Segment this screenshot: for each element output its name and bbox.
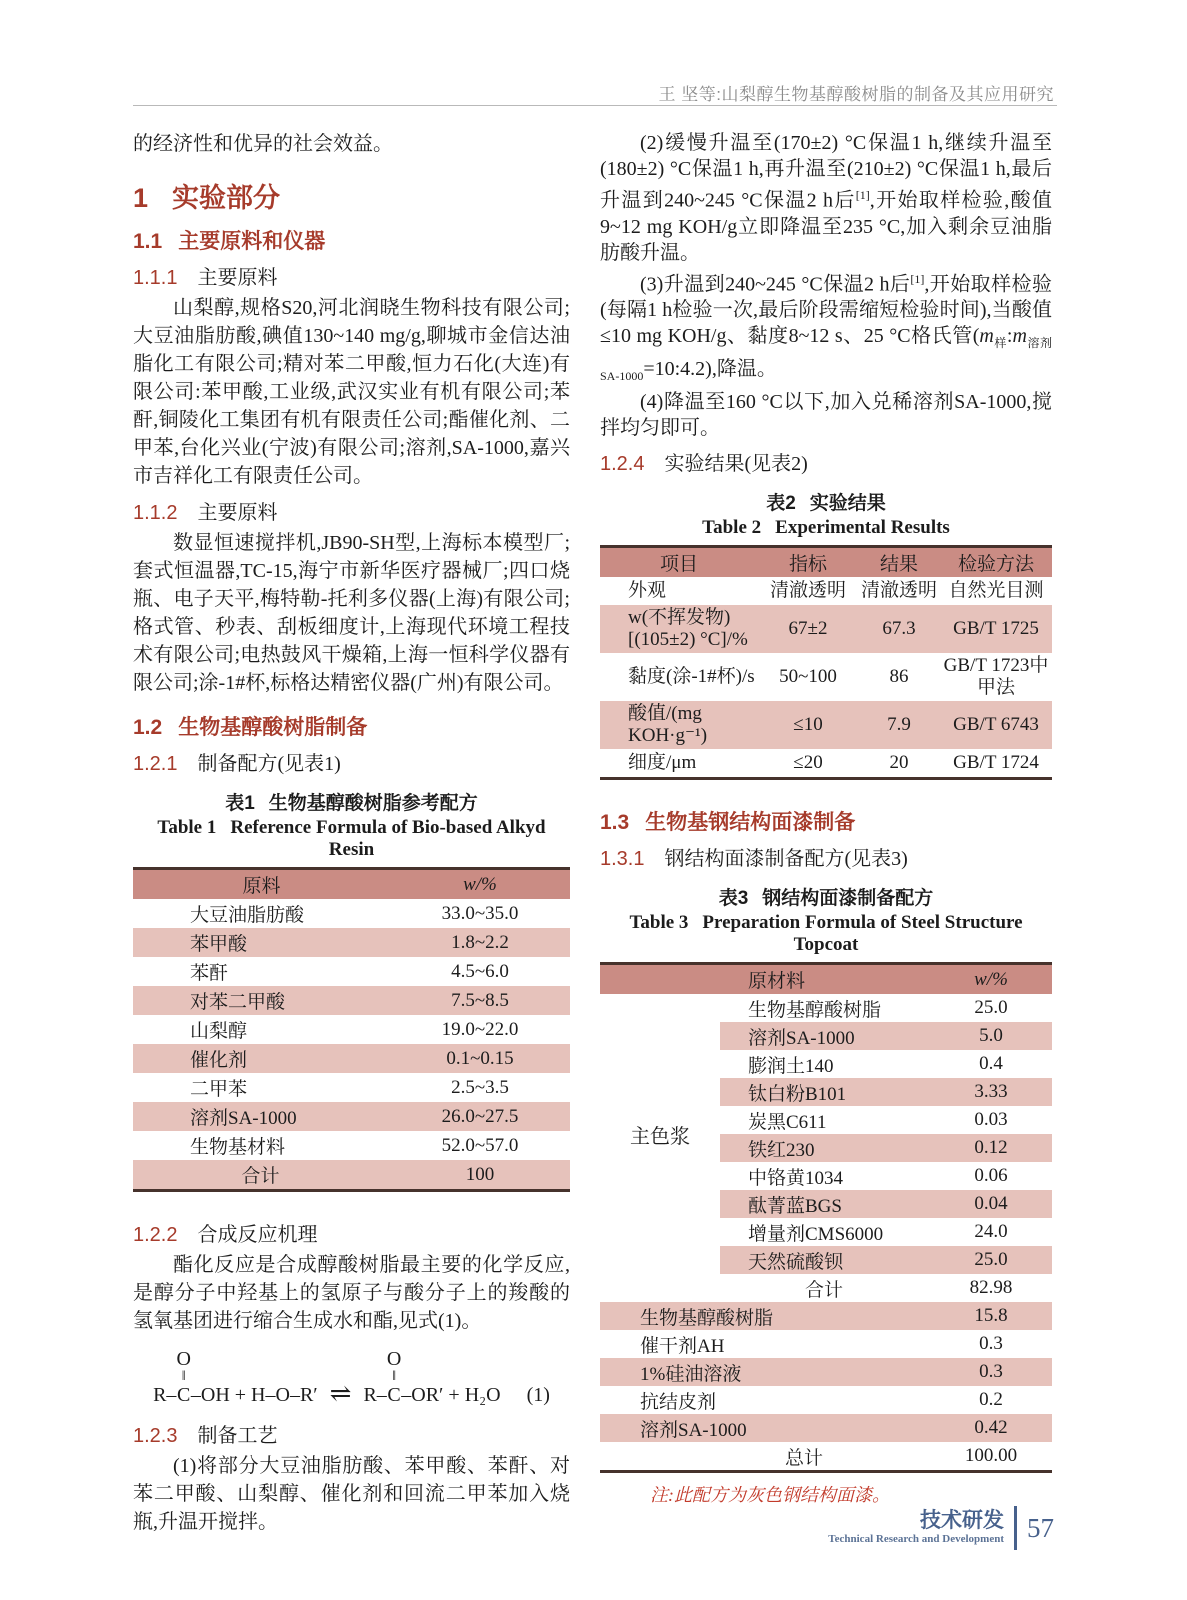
table-row: 钛白粉B101 3.33 <box>600 1078 1052 1106</box>
table3-caption-cn: 表3 钢结构面漆制备配方 <box>718 888 934 910</box>
table3-topcoat-formula <box>600 962 1052 1473</box>
table1-reference-formula <box>133 867 570 1192</box>
table-row: 二甲苯 2.5~3.5 <box>190 1076 509 1100</box>
process-step-2-paragraph: (2)缓慢升温至(170±2) °C保温1 h,继续升温至(180±2) °C保温1 h,再升温至(210±2) °C保温1 h,最后升温到240~245 °C保温2 h后[1],开始取样检验,酸值9~12 mg KOH/g立即降温至235 °C,加入剩余豆油脂肪酸升温。 <box>600 132 1052 264</box>
table3-subtotal-row: 合计 82.98 <box>805 1277 1013 1301</box>
equation-rhs-rest: –OR′ + H₂O <box>401 1384 501 1406</box>
section-1-1-heading: 1.1 主要原料和仪器 <box>133 230 326 253</box>
table-row: 溶剂SA-1000 5.0 <box>600 1022 1052 1050</box>
table1-total-row: 合计 100 <box>133 1160 570 1191</box>
equation-lhs-rest: –OH + H–O–R′ <box>190 1384 318 1406</box>
process-step-3-paragraph: (3)升温到240~245 °C保温2 h后[1],开始取样检验(每隔1 h检验一次,最后阶段需缩短检验时间),当酸值≤10 mg KOH/g、黏度8~12 s、25 °C格氏管$(m_样:m_{溶剂SA-1000}=10:4.2)$,降温。 <box>600 271 1052 384</box>
table3-note: 注:此配方为灰色钢结构面漆。 <box>650 1485 890 1506</box>
section-1-2-1-heading: 1.2.1 制备配方(见表1) <box>133 753 341 775</box>
table-row: 黏度(涂-1#杯)/s 50~100 86 GB/T 1723中甲法 <box>628 655 1049 699</box>
footer-section-cn: 技术研发 <box>920 1509 1004 1532</box>
table-row: 催干剂AH 0.3 <box>640 1333 1003 1357</box>
citation-1: [1] <box>855 188 870 202</box>
table-row: 主色浆 生物基醇酸树脂 25.0 <box>600 994 1052 1022</box>
table3-header-row: 原材料 w/% <box>600 964 1052 995</box>
table-row: 生物基材料 52.0~57.0 <box>190 1134 519 1158</box>
table-row: 外观 清澈透明 清澈透明 自然光目测 <box>628 580 1044 602</box>
table-row: 酞菁蓝BGS 0.04 <box>600 1190 1052 1218</box>
table1-header-material: 原料 <box>133 869 390 900</box>
table-row: 1%硅油溶液 0.3 <box>600 1358 1052 1386</box>
citation-1: [1] <box>910 271 925 286</box>
intro-paragraph: 的经济性和优异的社会效益。 <box>133 133 393 155</box>
section-1-heading: 1 实验部分 <box>133 183 281 213</box>
table-row: 天然硫酸钡 25.0 <box>600 1246 1052 1274</box>
section-1-2-heading: 1.2 生物基醇酸树脂制备 <box>133 716 368 739</box>
table-row: 增量剂CMS6000 24.0 <box>748 1221 1008 1245</box>
section-1-2-2-heading: 1.2.2 合成反应机理 <box>133 1224 318 1246</box>
main-paste-group-label: 主色浆 <box>600 994 720 1274</box>
running-head: 王 坚等:山梨醇生物基醇酸树脂的制备及其应用研究 <box>658 85 1054 104</box>
header-rule <box>133 105 1057 106</box>
process-step-4-paragraph: (4)降温至160 °C以下,加入兑稀溶剂SA-1000,搅拌均匀即可。 <box>600 391 1052 440</box>
section-1-2-3-heading: 1.2.3 制备工艺 <box>133 1425 278 1447</box>
table-row: 细度/μm ≤20 20 GB/T 1724 <box>628 752 1039 774</box>
table-row: 酸值/(mg KOH·g⁻¹) ≤10 7.9 GB/T 6743 <box>600 701 1052 749</box>
table-row: 生物基醇酸树脂 15.8 <box>600 1302 1052 1330</box>
instruments-paragraph: 数显恒速搅拌机,JB90-SH型,上海标本模型厂;套式恒温器,TC-15,海宁市新华医疗器械厂;四口烧瓶、电子天平,梅特勒-托利多仪器(上海)有限公司;格式管、秒表、刮板细度计,上海现代环境工程技术有限公司;电热鼓风干燥箱,上海一恒科学仪器有限公司;涂-1#杯,标格达精密仪器(广州)有限公司。 <box>133 532 570 694</box>
page-footer <box>828 1506 1054 1550</box>
section-1-1-2-heading: 1.1.2 主要原料 <box>133 502 278 524</box>
table2-caption-en: Table 2 Experimental Results <box>702 517 950 539</box>
section-1-3-1-heading: 1.3.1 钢结构面漆制备配方(见表3) <box>600 848 908 871</box>
table-row: 溶剂SA-1000 0.42 <box>600 1414 1052 1442</box>
right-column <box>600 130 1052 1507</box>
table-row: 催化剂 0.1~0.15 <box>133 1044 570 1073</box>
table-row: 膨润土140 0.4 <box>748 1053 1003 1077</box>
table1-caption-en: Table 1 Reference Formula of Bio-based Alkyd Resin <box>157 817 546 860</box>
table-row: 抗结皮剂 0.2 <box>640 1389 1003 1413</box>
table3-grand-total-row: 总计 100.00 <box>785 1445 1018 1469</box>
carbonyl-group: O ‖ C <box>176 1348 191 1406</box>
carbonyl-group: O ‖ C <box>386 1348 402 1406</box>
table2-caption-cn: 表2 实验结果 <box>766 493 886 515</box>
raw-materials-paragraph: 山梨醇,规格S20,河北润晓生物科技有限公司;大豆油脂肪酸,碘值130~140 mg/g,聊城市金信达油脂化工有限公司;精对苯二甲酸,恒力石化(大连)有限公司:苯甲酸,工业级,武汉实业有机有限公司;苯酐,铜陵化工集团有机有限责任公司;酯催化剂、二甲苯,台化兴业(宁波)有限公司;溶剂,SA-1000,嘉兴市吉祥化工有限责任公司。 <box>133 297 570 487</box>
table-row: 中铬黄1034 0.06 <box>748 1165 1008 1189</box>
section-1-1-1-heading: 1.1.1 主要原料 <box>133 267 278 289</box>
section-1-3-heading: 1.3 生物基钢结构面漆制备 <box>600 811 856 835</box>
process-step-1-paragraph: (1)将部分大豆油脂肪酸、苯甲酸、苯酐、对苯二甲酸、山梨醇、催化剂和回流二甲苯加入烧瓶,升温开搅拌。 <box>133 1455 570 1533</box>
table-row: 对苯二甲酸 7.5~8.5 <box>133 986 570 1015</box>
equilibrium-arrow: ⇌ <box>329 1379 352 1408</box>
table-row: 苯甲酸 1.8~2.2 <box>133 928 570 957</box>
table-row: 溶剂SA-1000 26.0~27.5 <box>133 1102 570 1131</box>
equation-rhs-r: R– <box>363 1384 387 1406</box>
mechanism-paragraph: 酯化反应是合成醇酸树脂最主要的化学反应,是醇分子中羟基上的氢原子与酸分子上的羧酸的氢氧基团进行缩合生成水和酯,见式(1)。 <box>133 1254 570 1332</box>
table1-caption-cn: 表1 生物基醇酸树脂参考配方 <box>225 793 478 814</box>
table-row: 山梨醇 19.0~22.0 <box>190 1018 519 1042</box>
section-1-2-4-heading: 1.2.4 实验结果(见表2) <box>600 453 808 476</box>
table-row: 大豆油脂肪酸 33.0~35.0 <box>190 902 519 926</box>
table2-experimental-results <box>600 545 1052 780</box>
table3-caption-en: Table 3 Preparation Formula of Steel Structure Topcoat <box>629 912 1023 956</box>
equation-number: (1) <box>526 1384 550 1406</box>
equation-lhs-r: R– <box>153 1384 177 1406</box>
footer-divider <box>1014 1506 1017 1550</box>
left-column <box>133 130 570 1536</box>
table-row: 炭黑C611 0.03 <box>748 1109 1008 1133</box>
table-row: w(不挥发物)[(105±2) °C]/% 67±2 67.3 GB/T 1725 <box>600 605 1052 653</box>
table-row: 铁红230 0.12 <box>600 1134 1052 1162</box>
footer-section-en: Technical Research and Development <box>828 1533 1004 1545</box>
table1-header-wpercent: w/% <box>390 869 570 900</box>
table-row: 苯酐 4.5~6.0 <box>190 960 509 984</box>
esterification-equation <box>133 1348 570 1408</box>
table1-header-row <box>133 869 570 900</box>
page-number: 57 <box>1027 1512 1054 1543</box>
table2-header-row: 项目 指标 结果 检验方法 <box>600 547 1052 578</box>
